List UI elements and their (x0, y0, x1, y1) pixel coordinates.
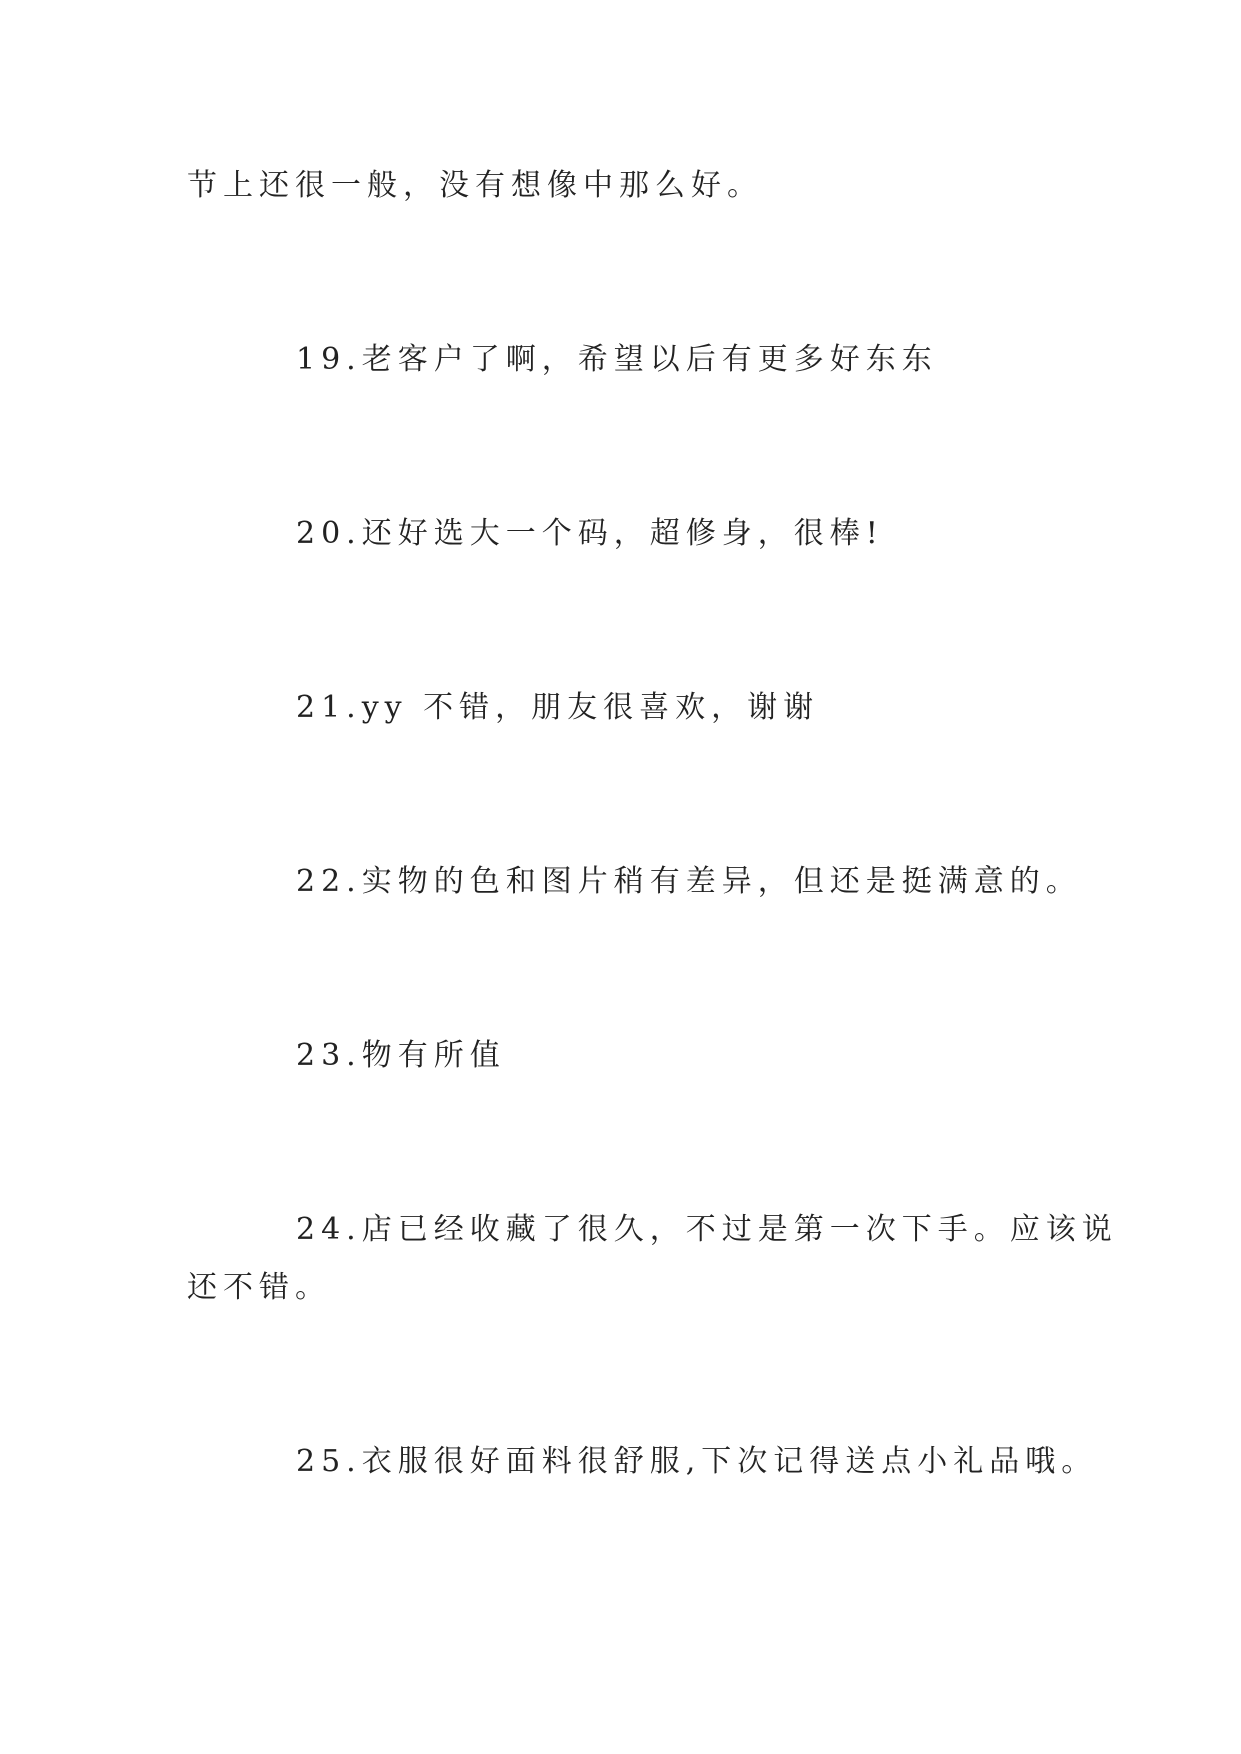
review-item-24: 24.店已经收藏了很久，不过是第一次下手。应该说 (296, 1212, 1118, 1247)
review-item-23: 23.物有所值 (296, 1038, 506, 1073)
review-item-20: 20.还好选大一个码，超修身，很棒! (296, 516, 884, 551)
review-item-24-continuation: 还不错。 (187, 1270, 331, 1305)
review-item-22: 22.实物的色和图片稍有差异，但还是挺满意的。 (296, 864, 1082, 899)
review-item-25: 25.衣服很好面料很舒服,下次记得送点小礼品哦。 (296, 1444, 1098, 1479)
continued-paragraph: 节上还很一般，没有想像中那么好。 (187, 168, 763, 203)
review-item-19: 19.老客户了啊，希望以后有更多好东东 (296, 342, 938, 377)
review-item-21: 21.yy 不错，朋友很喜欢，谢谢 (296, 690, 820, 725)
